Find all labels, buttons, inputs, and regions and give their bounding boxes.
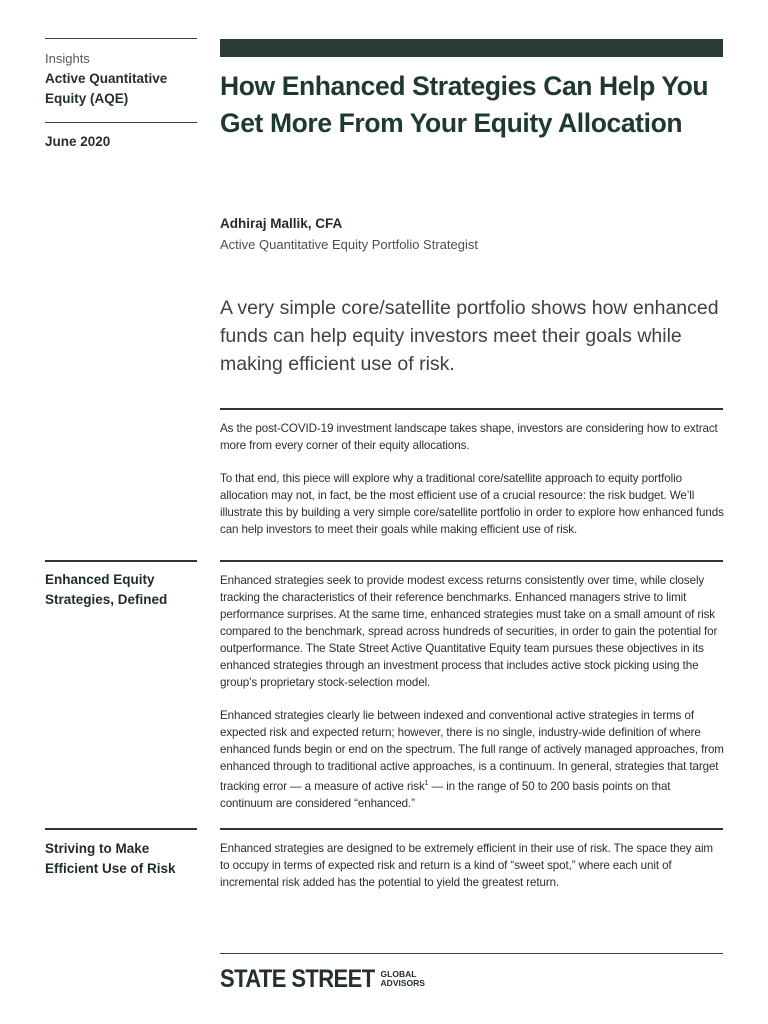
lede-text: A very simple core/satellite portfolio shows how enhanced funds can help equity investors meet their goals while making efficient use of risk. bbox=[220, 297, 719, 375]
section1-rule bbox=[220, 560, 723, 562]
section2-paragraph-1: Enhanced strategies are designed to be extremely efficient in their use of risk. The space they aim to occupy in terms of expected risk and return is a kind of “sweet spot,” where each unit of incremental risk added has the potential to yield the greatest return. bbox=[220, 842, 713, 889]
footer-rule bbox=[220, 953, 723, 954]
sidebar-date: June 2020 bbox=[45, 134, 111, 149]
section1-paragraph-2-end: — in the range of 50 to 200 basis points on that continuum are considered “enhanced.” bbox=[220, 779, 671, 810]
page-title: How Enhanced Strategies Can Help You Get More From Your Equity Allocation bbox=[220, 71, 709, 138]
intro-paragraph-1: As the post-COVID-19 investment landscape takes shape, investors are considering how to extract more from every corner of their equity allocations. bbox=[220, 422, 718, 452]
section1-body bbox=[220, 572, 725, 828]
logo-sub-line-1: GLOBAL bbox=[380, 969, 417, 979]
section1-side-rule bbox=[45, 560, 197, 562]
state-street-logo bbox=[220, 966, 425, 992]
logo-wordmark: STATE STREET bbox=[220, 964, 375, 993]
section1-heading: Enhanced Equity Strategies, Defined bbox=[45, 572, 168, 607]
footnote-ref[interactable]: 1 bbox=[424, 780, 429, 787]
section1-paragraph-1: Enhanced strategies seek to provide modest excess returns consistently over time, while closely tracking the characteristics of their reference benchmarks. Enhanced managers strive to limit performance surprises. At the same time, enhanced strategies must take on a small amount of risk compared to the benchmark, spread across hundreds of securities, in order to gain the potential for outperformance. The State Street Active Quantitative Equity team pursues these objectives in its enhanced strategies through an investment process that includes active stock picking using the group’s proprietary stock-selection model. bbox=[220, 574, 718, 689]
section2-rule bbox=[220, 828, 723, 830]
intro-rule bbox=[220, 408, 723, 410]
author-name: Adhiraj Mallik, CFA bbox=[220, 216, 343, 231]
logo-sub-line-2: ADVISORS bbox=[380, 978, 425, 988]
header-bar bbox=[220, 39, 723, 57]
intro-paragraph-2: To that end, this piece will explore why a traditional core/satellite approach to equity portfolio allocation may not, in fact, be the most efficient use of a crucial resource: the risk budget. We’ll illustrate this by building a very simple core/satellite portfolio in order to explore how enhanced funds can help investors to meet their goals while making efficient use of risk. bbox=[220, 472, 724, 536]
sidebar-category: Insights bbox=[45, 51, 90, 66]
section1-paragraph-2 bbox=[220, 707, 725, 812]
author-title: Active Quantitative Equity Portfolio Strategist bbox=[220, 237, 478, 252]
section1-paragraph-2-text: Enhanced strategies clearly lie between indexed and conventional active strategies in terms of expected risk and expected return; however, there is no single, industry-wide definition of where enhanced funds begin or end on the spectrum. The full range of actively managed approaches, from enhanced through to traditional active approaches, is a continuum. In general, strategies that target tracking error — a measure of active risk bbox=[220, 709, 724, 793]
section2-heading: Striving to Make Efficient Use of Risk bbox=[45, 841, 176, 876]
section2-body bbox=[220, 840, 725, 907]
sidebar-series: Active Quantitative Equity (AQE) bbox=[45, 71, 168, 106]
logo-subtext bbox=[381, 970, 425, 988]
intro-body bbox=[220, 420, 725, 554]
sidebar-top-rule bbox=[45, 38, 197, 39]
sidebar-date-rule bbox=[45, 122, 197, 123]
section2-side-rule bbox=[45, 828, 197, 830]
sidebar-meta bbox=[45, 49, 197, 109]
